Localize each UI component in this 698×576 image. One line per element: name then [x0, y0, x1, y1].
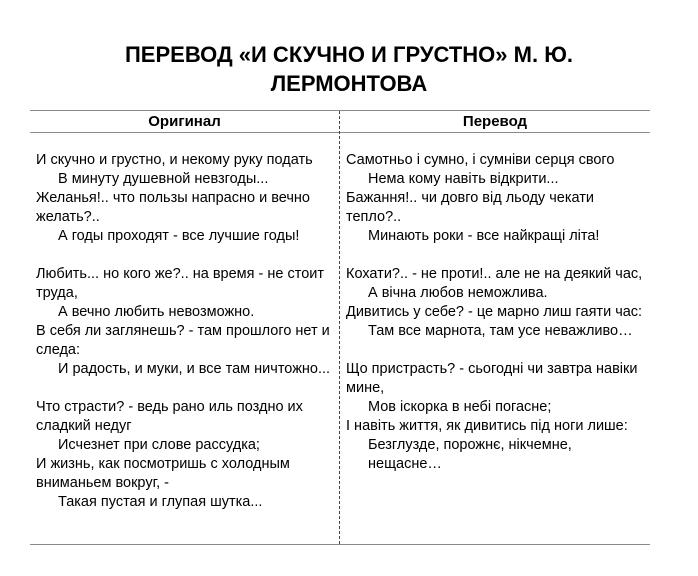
poem-table: [30, 110, 650, 545]
poem-line: В себя ли заглянешь? - там прошлого нет и следа:: [36, 323, 330, 358]
header-original: Оригинал: [148, 113, 221, 130]
original-column: [36, 151, 334, 531]
poem-line: Что страсти? - ведь рано иль поздно их сладкий недуг: [36, 399, 303, 434]
poem-line: Бажання!.. чи довго від льоду чекати тепло?..: [346, 190, 594, 225]
poem-line: Самотньо і сумно, і сумніви серця свого: [346, 152, 615, 168]
poem-line: В минуту душевной невзгоды...: [58, 171, 269, 187]
poem-line: Такая пустая и глупая шутка...: [58, 494, 263, 510]
poem-line: Минають роки - все найкращі літа!: [368, 228, 600, 244]
title-line-1: ПЕРЕВОД «И СКУЧНО И ГРУСТНО» М. Ю.: [124, 42, 573, 67]
poem-line: Кохати?.. - не проти!.. але не на деякий час,: [346, 266, 643, 282]
poem-line: І навіть життя, як дивитись під ноги лише:: [346, 418, 628, 434]
poem-line: Мов іскорка в небі погасне;: [368, 399, 552, 415]
column-divider: [339, 111, 340, 544]
translation-stanza-2: [346, 265, 644, 341]
poem-line: Исчезнет при слове рассудка;: [58, 437, 260, 453]
original-stanza-1: [36, 151, 334, 246]
title-line-2: ЛЕРМОНТОВА: [270, 71, 428, 96]
original-stanza-2: [36, 265, 334, 379]
poem-line: Там все марнота, там усе неважливо…: [368, 323, 633, 339]
poem-line: А годы проходят - все лучшие годы!: [58, 228, 300, 244]
page-title: [0, 40, 698, 98]
header-translation: Перевод: [462, 113, 528, 130]
poem-line: Желанья!.. что пользы напрасно и вечно желать?..: [36, 190, 310, 225]
header-separator: [30, 132, 650, 133]
poem-line: А вічна любов неможлива.: [368, 285, 548, 301]
poem-line: Що пристрасть? - сьогодні чи завтра навіки мине,: [346, 361, 638, 396]
poem-line: Любить... но кого же?.. на время - не стоит труда,: [36, 266, 325, 301]
poem-line: И скучно и грустно, и некому руку подать: [36, 152, 313, 168]
poem-line: Нема кому навіть відкрити...: [368, 171, 559, 187]
poem-line: Безглузде, порожнє, нікчемне, нещасне…: [368, 437, 572, 472]
translation-stanza-1: [346, 151, 644, 246]
poem-line: А вечно любить невозможно.: [58, 304, 255, 320]
original-stanza-3: [36, 398, 334, 512]
poem-line: И радость, и муки, и все там ничтожно...: [58, 361, 331, 377]
translation-column: [346, 151, 644, 493]
translation-stanza-3: [346, 360, 644, 474]
poem-line: Дивитись у себе? - це марно лиш гаяти час:: [346, 304, 643, 320]
poem-line: И жизнь, как посмотришь с холодным вниманьем вокруг, -: [36, 456, 290, 491]
